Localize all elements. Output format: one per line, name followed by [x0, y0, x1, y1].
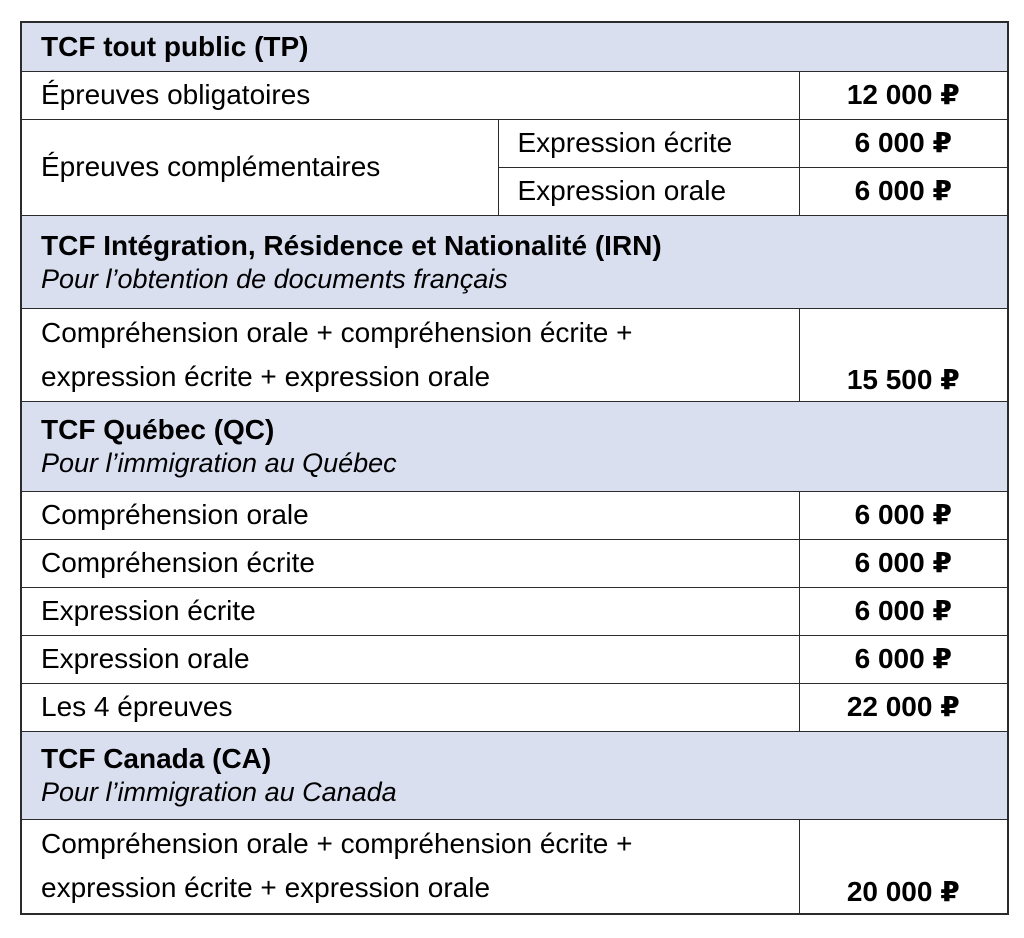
- section-title-irn: TCF Intégration, Résidence et Nationalité (IRN): [41, 229, 662, 261]
- complementary-label: Épreuves complémentaires: [21, 119, 498, 215]
- section-title-tp: TCF tout public (TP): [41, 30, 309, 62]
- mandatory-label: Épreuves obligatoires: [21, 71, 799, 119]
- table-row: [21, 119, 1008, 167]
- section-header-qc-cell: [21, 401, 1008, 491]
- qc-item-price: 6 000 ₽: [799, 635, 1008, 683]
- qc-item-label: Compréhension orale: [21, 491, 799, 539]
- mandatory-price: 12 000 ₽: [799, 71, 1008, 119]
- section-title-ca: TCF Canada (CA): [41, 743, 272, 774]
- qc-item-price: 6 000 ₽: [799, 539, 1008, 587]
- qc-item-price: 6 000 ₽: [799, 491, 1008, 539]
- table-row: [21, 819, 1008, 914]
- complementary-item-price: 6 000 ₽: [799, 119, 1008, 167]
- section-header-irn: [21, 215, 1008, 308]
- tcf-price-table: [20, 21, 1009, 915]
- section-header-ca: [21, 731, 1008, 819]
- table-row: [21, 683, 1008, 731]
- irn-combo-label: [21, 308, 799, 401]
- qc-item-label: Expression écrite: [21, 587, 799, 635]
- ca-combo-price: 20 000 ₽: [799, 819, 1008, 914]
- section-subtitle-qc: Pour l’immigration au Québec: [41, 448, 397, 478]
- table-row: [21, 635, 1008, 683]
- ca-combo-line1: Compréhension orale + compréhension écrite +: [41, 828, 633, 860]
- section-header-irn-cell: [21, 215, 1008, 308]
- section-title-qc: TCF Québec (QC): [41, 414, 275, 445]
- irn-combo-line1: Compréhension orale + compréhension écrite +: [41, 316, 633, 348]
- table-row: [21, 587, 1008, 635]
- irn-combo-line2: expression écrite + expression orale: [41, 360, 491, 392]
- table-row: [21, 491, 1008, 539]
- section-header-tp: [21, 22, 1008, 71]
- section-header-ca-cell: [21, 731, 1008, 819]
- qc-item-label: Les 4 épreuves: [21, 683, 799, 731]
- qc-item-label: Compréhension écrite: [21, 539, 799, 587]
- complementary-item-label: Expression écrite: [498, 119, 799, 167]
- ca-combo-label: [21, 819, 799, 914]
- irn-combo-price: 15 500 ₽: [799, 308, 1008, 401]
- section-header-tp-cell: [21, 22, 1008, 71]
- table-row: [21, 308, 1008, 401]
- section-subtitle-ca: Pour l’immigration au Canada: [41, 777, 397, 807]
- table-row: [21, 539, 1008, 587]
- qc-item-label: Expression orale: [21, 635, 799, 683]
- ca-combo-line2: expression écrite + expression orale: [41, 872, 491, 904]
- qc-item-price: 6 000 ₽: [799, 587, 1008, 635]
- table-row: [21, 71, 1008, 119]
- section-header-qc: [21, 401, 1008, 491]
- section-subtitle-irn: Pour l’obtention de documents français: [41, 263, 508, 294]
- qc-item-price: 22 000 ₽: [799, 683, 1008, 731]
- complementary-item-price: 6 000 ₽: [799, 167, 1008, 215]
- complementary-item-label: Expression orale: [498, 167, 799, 215]
